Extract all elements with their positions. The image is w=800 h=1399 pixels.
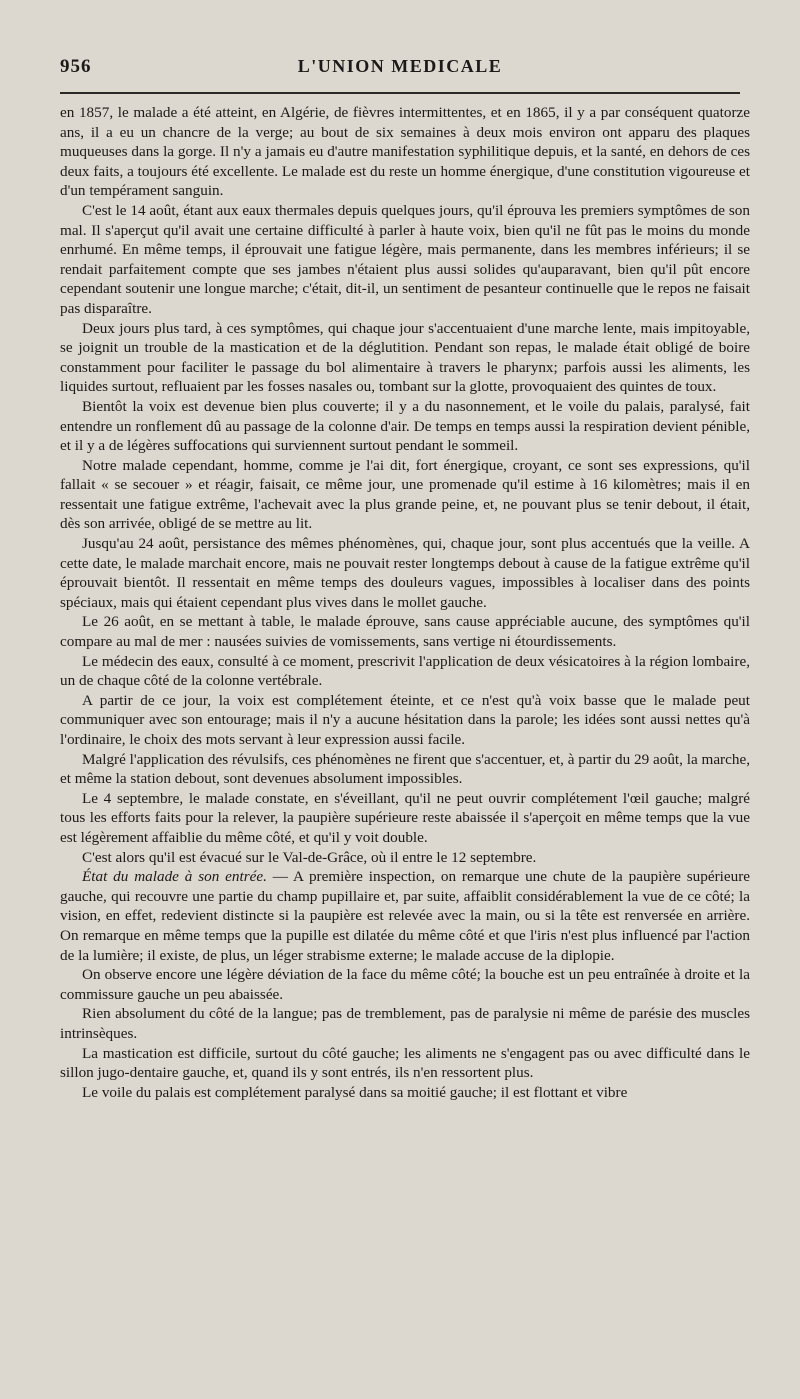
paragraph: C'est alors qu'il est évacué sur le Val-de-Grâce, où il entre le 12 septembre. (82, 848, 537, 866)
paragraph: Deux jours plus tard, à ces symptômes, qui chaque jour s'accentuaient d'une marche lente, mais impitoyable, se joignit un trouble de la mastication et de la déglutition. Pendant son repas, le malade était obligé de boire constamment pour faciliter le passage du bol alimentaire à travers le pharynx; parfois aussi les aliments, les liquides surtout, refluaient par les fosses nasales ou, tombant sur la glotte, provoquaient des quintes de toux. (60, 319, 750, 396)
paragraph (60, 867, 750, 965)
paragraph: C'est le 14 août, étant aux eaux thermales depuis quelques jours, qu'il éprouva les premiers symptômes de son mal. Il s'aperçut qu'il avait une certaine difficulté à parler à haute voix, bien qu'il ne fût pas le moins du monde enrhumé. En même temps, il éprouvait une fatigue légère, mais permanente, dans les membres inférieurs; il se rendait parfaitement compte que ses jambes n'étaient plus aussi solides qu'auparavant, bien qu'il pût encore cependant soutenir une longue marche; c'était, dit-il, un sentiment de pesanteur continuelle que le repos ne faisait pas disparaître. (60, 201, 750, 317)
paragraph: Bientôt la voix est devenue bien plus couverte; il y a du nasonnement, et le voile du palais, paralysé, fait entendre un ronflement dû au passage de la colonne d'air. De temps en temps aussi la respiration devient pénible, et il y a de légères suffocations qui surviennent surtout pendant le sommeil. (60, 397, 750, 455)
paragraph: Le 4 septembre, le malade constate, en s'éveillant, qu'il ne peut ouvrir complétement l'œil gauche; malgré tous les efforts faits pour la relever, la paupière supérieure reste abaissée il s'aperçoit en même temps que la vue est légèrement affaiblie du même côté, et qu'il y voit double. (60, 789, 750, 846)
paragraph: Le 26 août, en se mettant à table, le malade éprouve, sans cause appréciable aucune, des symptômes qu'il compare au mal de mer : nausées suivies de vomissements, sans vertige ni étourdissements. (60, 613, 750, 651)
paragraph: Malgré l'application des révulsifs, ces phénomènes ne firent que s'accentuer, et, à partir du 29 août, la marche, et même la station debout, sont devenues absolument impossibles. (60, 750, 750, 788)
section-lead: État du malade à son entrée. (82, 868, 267, 886)
paragraph: en 1857, le malade a été atteint, en Algérie, de fièvres intermittentes, et en 1865, il y a par conséquent quatorze ans, il a eu un chancre de la verge; au bout de six semaines à deux mois environ ont apparu des plaques muqueuses dans la gorge. Il n'y a jamais eu d'autre manifestation syphilitique depuis, et la santé, en dehors de ces deux faits, a toujours été excellente. Le malade est du reste un homme énergique, d'une constitution vigoureuse et d'un tempérament sanguin. (60, 104, 750, 200)
paragraph: Jusqu'au 24 août, persistance des mêmes phénomènes, qui, chaque jour, sont plus accentués que la veille. A cette date, le malade marchait encore, mais ne pouvait rester longtemps debout à cause de la fatigue extrême qu'il éprouvait bientôt. Il ressentait en même temps des douleurs vagues, impossibles à localiser dans des points spéciaux, mais qui étaient cependant plus vives dans le mollet gauche. (60, 535, 750, 611)
paragraph: Le voile du palais est complétement paralysé dans sa moitié gauche; il est flottant et vibre (82, 1083, 628, 1101)
running-title: L'UNION MEDICALE (297, 56, 503, 76)
paragraph: A partir de ce jour, la voix est complétement éteinte, et ce n'est qu'à voix basse que le malade peut communiquer avec son entourage; mais il n'y a aucune hésitation dans la parole; les idées sont aussi nettes qu'à l'ordinaire, le choix des mots servant à leur expression aussi facile. (60, 691, 750, 748)
paragraph: On observe encore une légère déviation de la face du même côté; la bouche est un peu entraînée à droite et la commissure gauche un peu abaissée. (60, 966, 750, 1003)
header-rule (60, 92, 740, 94)
paragraph: Rien absolument du côté de la langue; pas de tremblement, pas de paralysie ni même de parésie des muscles intrinsèques. (60, 1005, 750, 1042)
page-number: 956 (60, 56, 92, 77)
paragraph: La mastication est difficile, surtout du côté gauche; les aliments ne s'engagent pas ou avec difficulté dans le sillon jugo-dentaire gauche, et, quand ils y sont entrés, ils n'en ressortent plus. (60, 1044, 750, 1082)
paragraph: Le médecin des eaux, consulté à ce moment, prescrivit l'application de deux vésicatoires à la région lombaire, un de chaque côté de la colonne vertébrale. (60, 652, 750, 690)
paragraph-text: — A première inspection, on remarque une chute de la paupière supérieure gauche, qui recouvre une partie du champ pupillaire et, par suite, affaiblit considérablement la vue de ce côté; la vision, en effet, redevient distincte si la paupière est relevée avec la main, ou si la tête est renversée en arrière. On remarque en même temps que la pupille est dilatée du même côté et que l'iris n'est plus influencé par l'action de la lumière; il existe, de plus, un léger strabisme externe; le malade accuse de la diplopie. (60, 868, 750, 964)
body-text (60, 103, 750, 1102)
paragraph: Notre malade cependant, homme, comme je l'ai dit, fort énergique, croyant, ce sont ses expressions, qu'il fallait « se secouer » et réagir, faisait, ce même jour, une promenade qu'il estime à 16 kilomètres; mais il en ressentait une fatigue extrême, l'achevait avec la plus grande peine, et, ne pouvant plus se tenir debout, il était, dès son arrivée, obligé de se mettre au lit. (60, 456, 750, 533)
page-header (60, 56, 740, 86)
